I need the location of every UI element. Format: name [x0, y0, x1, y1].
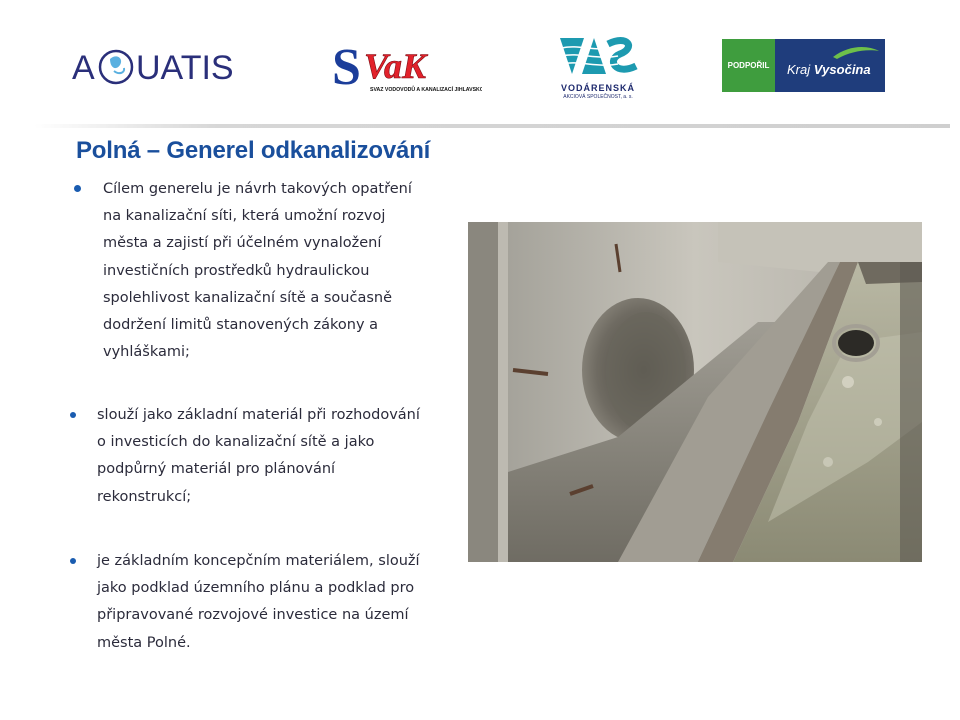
svak-logo	[332, 40, 482, 98]
aquatis-logo	[70, 40, 250, 92]
bullet-text: Cílem generelu je návrh takových opatření na kanalizační síti, která umožní rozvoj města a zajistí při účelném vynaložení investičních prostředků hydraulickou spolehlivost kanalizační sítě a současně dodržení limitů stanovených zákony a vyhláškami;	[103, 181, 412, 361]
vas-subtitle: AKCIOVÁ SPOLEČNOST, a. s.	[563, 94, 633, 100]
svg-text:A: A	[72, 49, 95, 87]
slide-title: Polná – Generel odkanalizování	[76, 137, 431, 164]
aquatis-mark-icon	[70, 40, 250, 92]
svg-text:UATIS: UATIS	[136, 49, 234, 87]
vas-logo	[558, 34, 638, 102]
support-label: PODPOŘIL	[722, 39, 775, 92]
vas-mark-icon	[558, 34, 638, 82]
svak-wordmark: VaK	[364, 46, 427, 86]
svak-s-letter: S	[332, 40, 361, 96]
bullet-dot-icon	[70, 558, 76, 564]
bullet-text: slouží jako základní materiál při rozhodování o investicích do kanalizační sítě a jako podpůrný materiál pro plánování rekonstrukcí;	[97, 407, 420, 505]
bullet-dot-icon	[70, 412, 76, 418]
kraj-name	[787, 62, 871, 77]
sewer-chamber-photo	[468, 222, 922, 562]
bullet-dot-icon	[74, 185, 81, 192]
svak-subtitle: SVAZ VODOVODŮ A KANALIZACÍ JIHLAVSKO	[370, 87, 482, 93]
bullet-text: je základním koncepčním materiálem, slouží jako podklad územního plánu a podklad pro připravované rozvojové investice na území města Polné.	[97, 553, 420, 651]
kraj-name-2: Vysočina	[813, 62, 871, 77]
header-divider	[34, 124, 950, 128]
kraj-vysocina-logo	[722, 39, 885, 92]
vas-name: VODÁRENSKÁ	[560, 83, 635, 93]
kraj-name-1: Kraj	[787, 62, 811, 77]
